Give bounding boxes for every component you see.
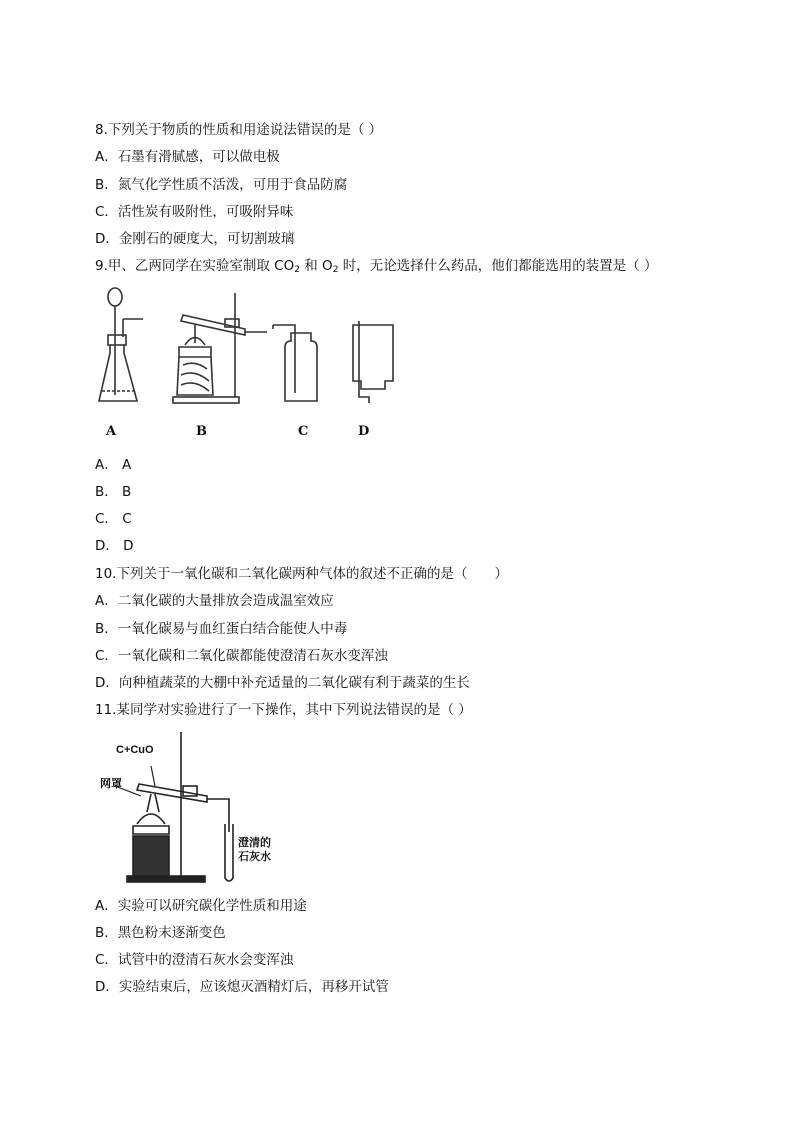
reagent-label: C+CuO [116,744,154,756]
q8-option-a: A．石墨有滑腻感，可以做电极 [95,149,280,165]
lime-label-2: 石灰水 [238,850,271,863]
q8-option-c: C．活性炭有吸附性，可吸附异味 [95,204,294,220]
q8-stem: 8.下列关于物质的性质和用途说法错误的是（ ） [95,122,383,138]
apparatus-b-heating [173,293,267,403]
apparatus-c-bottle [273,325,317,401]
q9-option-b: B． B [95,484,132,500]
q9-apparatus-figure [95,285,405,445]
q8-option-b: B．氮气化学性质不活泼，可用于食品防腐 [95,177,348,193]
figure-label-c: C [298,424,309,439]
apparatus-a-flask [99,288,143,401]
q11-option-a: A．实验可以研究碳化学性质和用途 [95,898,307,914]
q11-stem: 11.某同学对实验进行了一下操作，其中下列说法错误的是（ ） [95,702,472,718]
q9-stem: 9.甲、乙两同学在实验室制取 $CO_2$ 和 $O_2$ 时，无论选择什么药品，他们都能选用的装置是（ ） [95,258,658,275]
apparatus-d-bottle [353,321,393,403]
q11-option-d: D．实验结束后，应该熄灭酒精灯后，再移开试管 [95,979,389,995]
q8-option-d: D．金刚石的硬度大，可切割玻璃 [95,231,295,247]
lime-label-1: 澄清的 [238,836,271,849]
q10-stem: 10.下列关于一氧化碳和二氧化碳两种气体的叙述不正确的是（ ） [95,566,508,582]
q10-option-c: C．一氧化碳和二氧化碳都能使澄清石灰水变浑浊 [95,648,388,664]
q10-option-d: D．向种植蔬菜的大棚中补充适量的二氧化碳有利于蔬菜的生长 [95,675,470,691]
q10-option-b: B．一氧化碳易与血红蛋白结合能使人中毒 [95,621,348,637]
q11-option-b: B．黑色粉末逐渐变色 [95,925,226,941]
q9-option-c: C． C [95,511,132,527]
q11-option-c: C．试管中的澄清石灰水会变浑浊 [95,952,294,968]
figure-label-a: A [106,424,117,439]
figure-label-b: B [196,424,207,439]
q9-option-d: D． D [95,538,134,554]
q10-option-a: A．二氧化碳的大量排放会造成温室效应 [95,593,334,609]
net-label: 网罩 [100,777,122,790]
q9-option-a: A． A [95,457,132,473]
figure-label-d: D [358,424,370,439]
